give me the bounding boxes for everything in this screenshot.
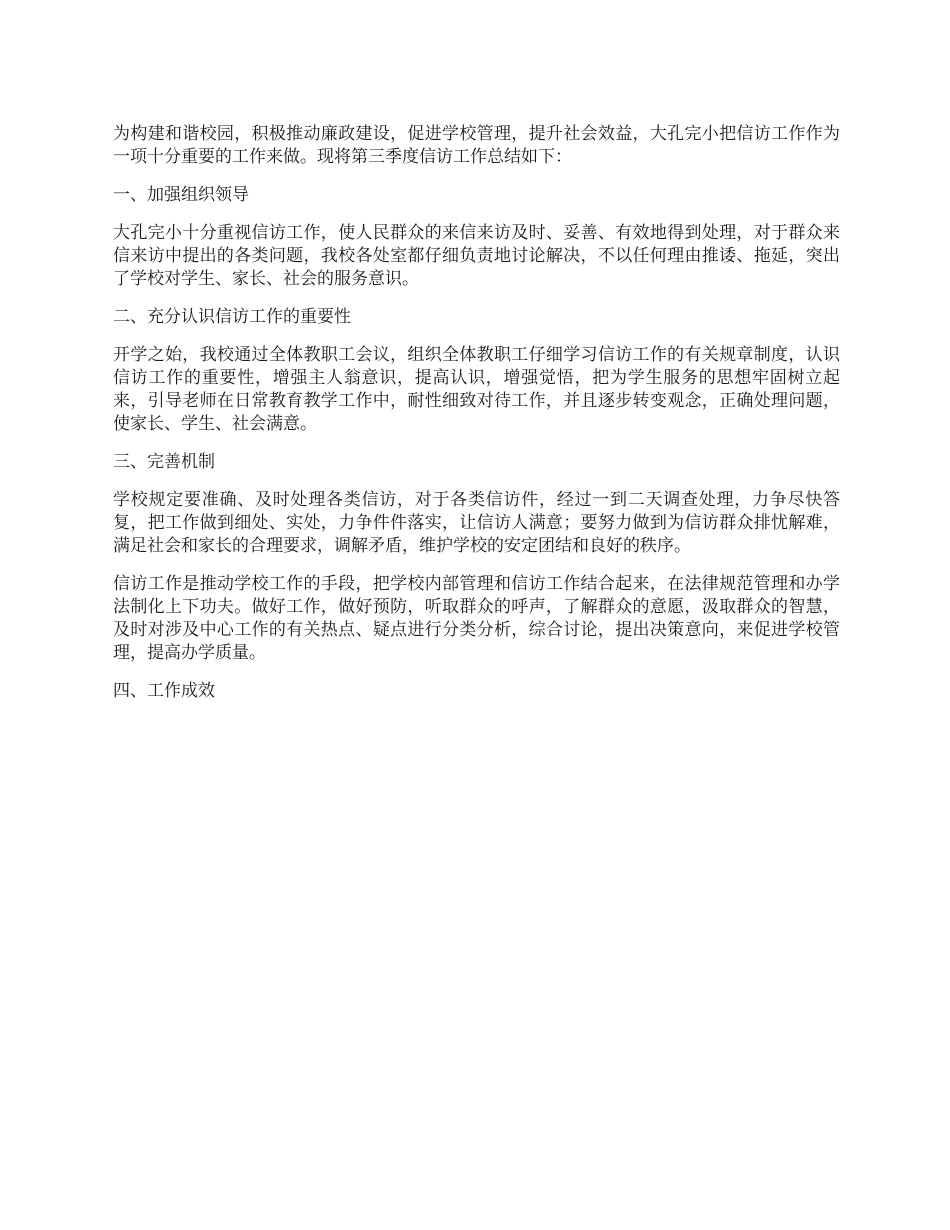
section-3-paragraph-1: 学校规定要准确、及时处理各类信访，对于各类信访件，经过一到二天调查处理，力争尽快答复，把工作做到细处、实处，力争件件落实，让信访人满意；要努力做到为信访群众排忧解难，满足社会和家长的合理要求，调解矛盾，维护学校的安定团结和良好的秩序。: [113, 490, 840, 556]
section-3-paragraph-2: 信访工作是推动学校工作的手段，把学校内部管理和信访工作结合起来，在法律规范管理和办学法制化上下功夫。做好工作，做好预防，听取群众的呼声，了解群众的意愿，汲取群众的智慧，及时对涉及中心工作的有关热点、疑点进行分类分析，综合讨论，提出决策意向，来促进学校管理，提高办学质量。: [113, 574, 840, 663]
section-heading-2: 二、充分认识信访工作的重要性: [113, 307, 351, 327]
section-heading-1: 一、加强组织领导: [113, 185, 249, 205]
section-1-paragraph: 大孔完小十分重视信访工作，使人民群众的来信来访及时、妥善、有效地得到处理，对于群众来信来访中提出的各类问题，我校各处室都仔细负责地讨论解决，不以任何理由推诿、拖延，突出了学校对学生、家长、社会的服务意识。: [113, 223, 840, 289]
intro-paragraph: 为构建和谐校园，积极推动廉政建设，促进学校管理，提升社会效益，大孔完小把信访工作作为一项十分重要的工作来做。现将第三季度信访工作总结如下：: [113, 124, 840, 167]
document-page: [113, 123, 840, 718]
section-heading-4: 四、工作成效: [113, 681, 215, 701]
section-2-paragraph: 开学之始，我校通过全体教职工会议，组织全体教职工仔细学习信访工作的有关规章制度，认识信访工作的重要性，增强主人翁意识，提高认识，增强觉悟，把为学生服务的思想牢固树立起来，引导老师在日常教育教学工作中，耐性细致对待工作，并且逐步转变观念，正确处理问题，使家长、学生、社会满意。: [113, 345, 840, 434]
section-heading-3: 三、完善机制: [113, 452, 215, 472]
